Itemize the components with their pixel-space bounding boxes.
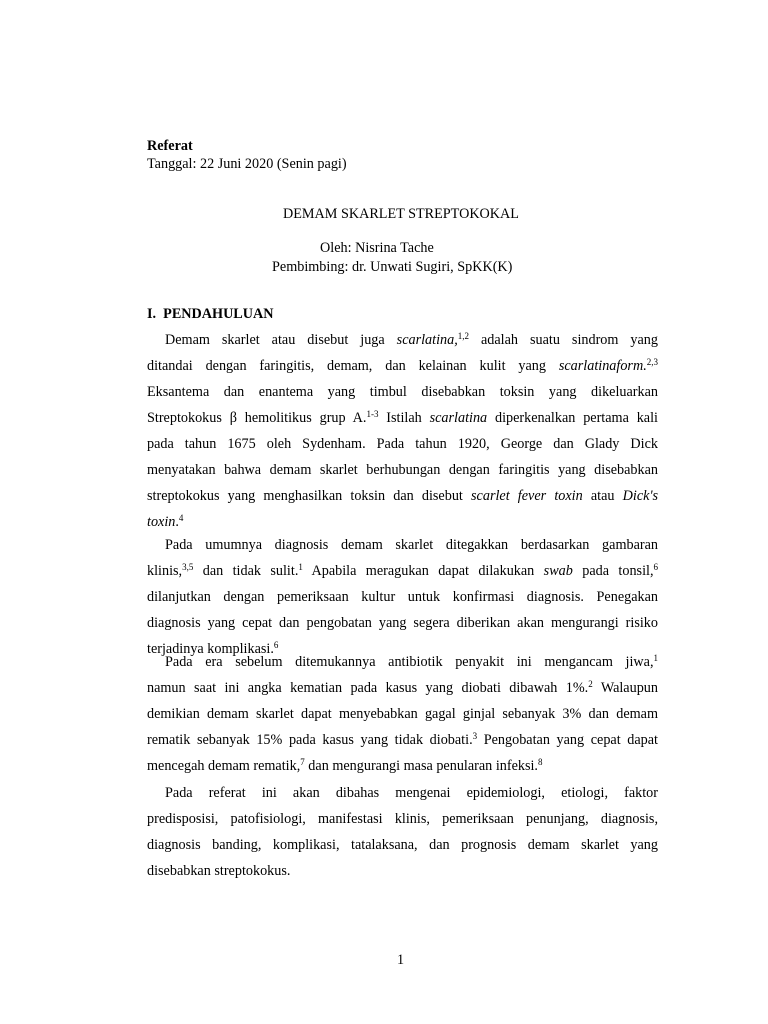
- citation-superscript: 8: [537, 757, 543, 767]
- paragraph-line: toxin.$^4$: [147, 513, 184, 530]
- paragraph-line: dilanjutkan dengan pemeriksaan kultur untuk konfirmasi diagnosis. Penegakan: [147, 589, 658, 605]
- paragraph-line: Eksantema dan enantema yang timbul disebabkan toksin yang dikeluarkan: [147, 384, 658, 400]
- document-title: DEMAM SKARLET STREPTOKOKAL: [283, 206, 519, 222]
- paragraph-line: diagnosis banding, komplikasi, tatalaksana, dan prognosis demam skarlet yang: [147, 837, 658, 853]
- citation-superscript: 3,5: [182, 562, 194, 572]
- citation-superscript: 1,2: [457, 331, 470, 341]
- paragraph-line: menyatakan bahwa demam skarlet berhubungan dengan faringitis yang disebabkan: [147, 462, 658, 478]
- paragraph-line: streptokokus yang menghasilkan toksin dan disebut scarlet fever toxin atau Dick's: [147, 488, 659, 504]
- paragraph-line: demikian demam skarlet dapat menyebabkan gagal ginjal sebanyak 3% dan demam: [147, 706, 658, 722]
- paragraph-line: disebabkan streptokokus.: [147, 863, 291, 879]
- italic-term: toxin: [147, 514, 176, 530]
- paragraph-line: Streptokokus β hemolitikus grup A.$^{1-3}$ Istilah scarlatina diperkenalkan pertama kali: [147, 409, 658, 426]
- citation-superscript: 7: [300, 757, 305, 767]
- supervisor-line: Pembimbing: dr. Unwati Sugiri, SpKK(K): [272, 259, 513, 275]
- citation-superscript: 3: [472, 731, 478, 741]
- citation-superscript: 6: [273, 640, 279, 650]
- italic-term: scarlatinaform.: [558, 358, 647, 374]
- paragraph-line: predisposisi, patofisiologi, manifestasi klinis, pemeriksaan penunjang, diagnosis,: [147, 811, 658, 827]
- paragraph-line: Pada referat ini akan dibahas mengenai epidemiologi, etiologi, faktor: [165, 785, 658, 801]
- citation-superscript: 2,3: [646, 357, 658, 367]
- italic-term: scarlet fever toxin: [471, 488, 583, 504]
- paragraph-line: mencegah demam rematik,$^7$ dan mengurangi masa penularan infeksi.$^8$: [147, 757, 543, 774]
- paragraph-line: rematik sebanyak 15% pada kasus yang tidak diobati.$^3$ Pengobatan yang cepat dapat: [147, 731, 658, 748]
- citation-superscript: 1: [653, 653, 658, 663]
- document-label: Referat: [147, 138, 193, 154]
- paragraph-line: klinis,$^{3,5}$ dan tidak sulit.$^1$ Apabila meragukan dapat dilakukan swab pada tonsil,$^6$: [147, 562, 658, 579]
- citation-superscript: 2: [588, 679, 593, 689]
- author-line: Oleh: Nisrina Tache: [320, 240, 434, 256]
- paragraph-line: Demam skarlet atau disebut juga scarlatina,$^{1,2}$ adalah suatu sindrom yang: [165, 331, 658, 348]
- paragraph-line: pada tahun 1675 oleh Sydenham. Pada tahun 1920, George dan Glady Dick: [147, 436, 658, 452]
- paragraph-line: namun saat ini angka kematian pada kasus yang diobati dibawah 1%.$^2$ Walaupun: [147, 679, 658, 696]
- paragraph-line: Pada era sebelum ditemukannya antibiotik penyakit ini mengancam jiwa,$^1$: [165, 653, 658, 670]
- paragraph-line: Pada umumnya diagnosis demam skarlet ditegakkan berdasarkan gambaran: [165, 537, 658, 553]
- document-date: Tanggal: 22 Juni 2020 (Senin pagi): [147, 156, 347, 172]
- page-number: 1: [397, 952, 405, 968]
- citation-superscript: 6: [653, 562, 658, 572]
- italic-term: Dick's: [622, 488, 659, 504]
- citation-superscript: 1-3: [366, 409, 379, 419]
- paragraph-line: diagnosis yang cepat dan pengobatan yang segera diberikan akan mengurangi risiko: [147, 615, 658, 631]
- italic-term: swab: [543, 563, 573, 579]
- section-heading: I. PENDAHULUAN: [147, 306, 274, 322]
- italic-term: scarlatina: [429, 410, 488, 426]
- paragraph-line: terjadinya komplikasi.$^6$: [147, 640, 279, 657]
- citation-superscript: 1: [298, 562, 303, 572]
- citation-superscript: 4: [178, 513, 184, 523]
- italic-term: scarlatina,: [396, 332, 458, 348]
- paragraph-line: ditandai dengan faringitis, demam, dan kelainan kulit yang scarlatinaform.$^{2,3}$: [147, 357, 658, 374]
